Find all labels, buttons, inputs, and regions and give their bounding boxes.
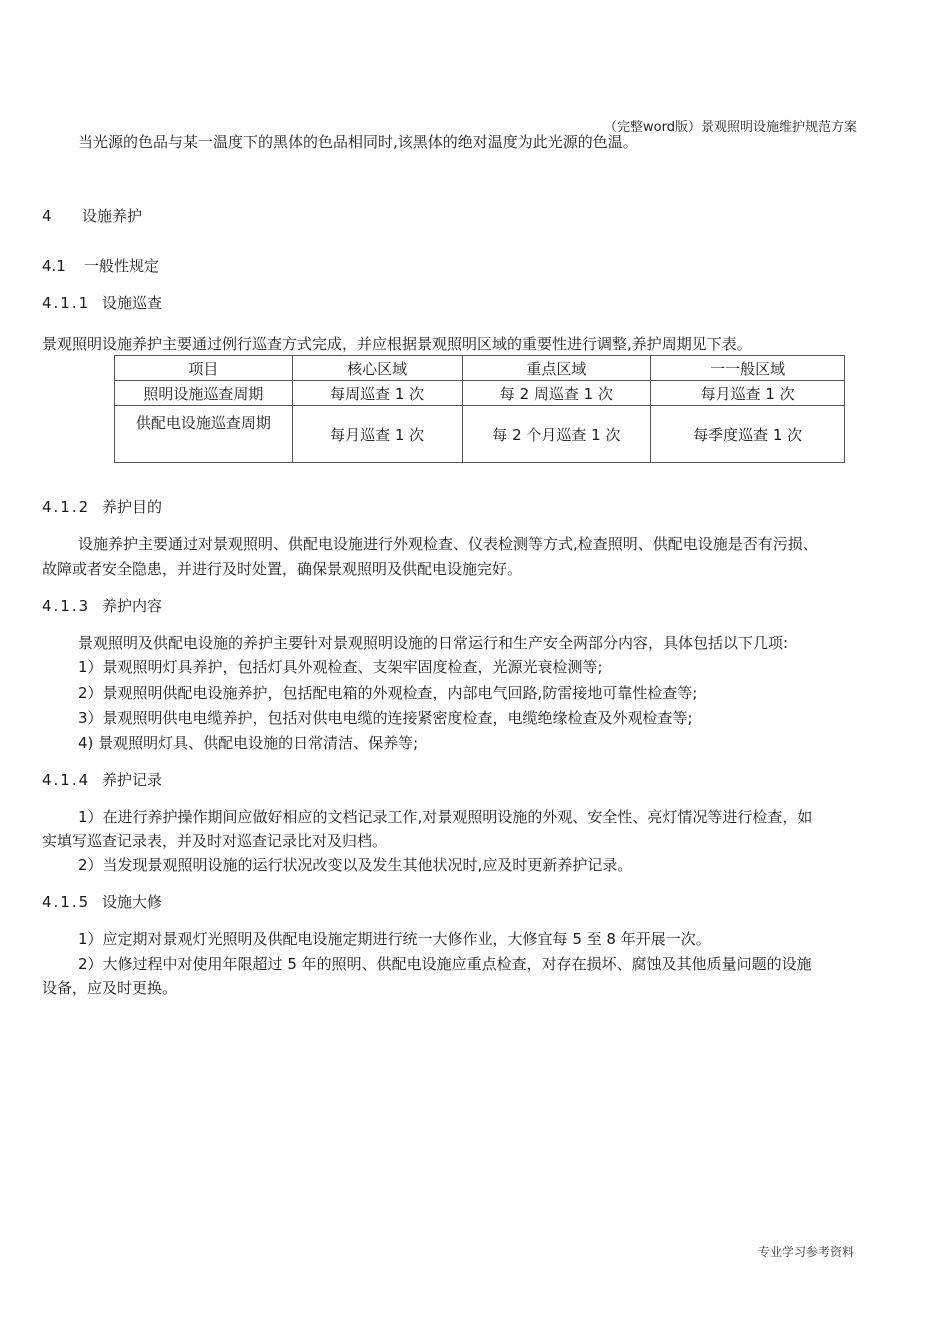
table-cell: 每周巡查 1 次 xyxy=(292,381,462,406)
table-cell: 照明设施巡查周期 xyxy=(115,381,293,406)
table-cell: 每月巡查 1 次 xyxy=(651,381,845,406)
table-header-row xyxy=(115,356,845,381)
section-4-1-3-heading xyxy=(42,595,162,617)
overhaul-item-2-line-1: 2）大修过程中对使用年限超过 5 年的照明、供配电设施应重点检查，对存在损坏、腐蚀及其他质量问题的设施 xyxy=(78,955,812,973)
section-number: 4.1 xyxy=(42,257,66,275)
content-intro: 景观照明及供配电设施的养护主要针对景观照明设施的日常运行和生产安全两部分内容，具体包括以下几项: xyxy=(78,634,789,652)
page-footer: 专业学习参考资料 xyxy=(758,1245,855,1259)
table-cell: 每 2 周巡查 1 次 xyxy=(462,381,651,406)
overhaul-item-2-line-2: 设备，应及时更换。 xyxy=(42,979,178,997)
section-4-1-2-heading xyxy=(42,496,162,518)
section-title: 设施养护 xyxy=(82,207,143,225)
table-row xyxy=(115,406,845,463)
section-title: 设施大修 xyxy=(102,893,163,911)
list-item: 1）景观照明灯具养护，包括灯具外观检查、支架牢固度检查，光源光衰检测等; xyxy=(78,658,603,676)
table-cell: 每 2 个月巡查 1 次 xyxy=(462,406,651,463)
purpose-line-1: 设施养护主要通过对景观照明、供配电设施进行外观检查、仪表检测等方式,检查照明、供配电设施是否有污损、 xyxy=(78,535,818,553)
inspection-paragraph: 景观照明设施养护主要通过例行巡查方式完成，并应根据景观照明区域的重要性进行调整,养护周期见下表。 xyxy=(42,335,752,353)
section-title: 设施巡查 xyxy=(102,294,163,312)
section-4-1-5-heading xyxy=(42,891,162,913)
inspection-cycle-table xyxy=(114,355,845,463)
intro-line: 当光源的色品与某一温度下的黑体的色品相同时,该黑体的绝对温度为此光源的色温。 xyxy=(78,133,638,151)
record-item-1-line-2: 实填写巡查记录表，并及时对巡查记录比对及归档。 xyxy=(42,832,388,850)
table-header-cell: 一一般区域 xyxy=(651,356,845,381)
list-item: 3）景观照明供电电缆养护，包括对供电电缆的连接紧密度检查，电缆绝缘检查及外观检查等; xyxy=(78,709,693,727)
section-number: 4.1.3 xyxy=(42,597,91,615)
overhaul-item-1: 1）应定期对景观灯光照明及供配电设施定期进行统一大修作业，大修宜每 5 至 8 年开展一次。 xyxy=(78,930,711,948)
page-header: （完整word版）景观照明设施维护规范方案 xyxy=(604,120,857,135)
section-number: 4 xyxy=(42,207,52,225)
table-cell: 每月巡查 1 次 xyxy=(292,406,462,463)
section-title: 一般性规定 xyxy=(84,257,160,275)
section-4-1-4-heading xyxy=(42,769,162,791)
table-header-cell: 重点区域 xyxy=(462,356,651,381)
list-item: 4) 景观照明灯具、供配电设施的日常清洁、保养等; xyxy=(78,734,419,752)
section-number: 4.1.5 xyxy=(42,893,91,911)
purpose-line-2: 故障或者安全隐患，并进行及时处置，确保景观照明及供配电设施完好。 xyxy=(42,560,523,578)
table-cell: 每季度巡查 1 次 xyxy=(651,406,845,463)
section-number: 4.1.4 xyxy=(42,771,91,789)
table-header-cell: 项目 xyxy=(115,356,293,381)
section-4-1-1-heading xyxy=(42,292,162,314)
record-item-2: 2）当发现景观照明设施的运行状况改变以及发生其他状况时,应及时更新养护记录。 xyxy=(78,856,633,874)
table-header-cell: 核心区域 xyxy=(292,356,462,381)
list-item: 2）景观照明供配电设施养护，包括配电箱的外观检查，内部电气回路,防雷接地可靠性检查等; xyxy=(78,684,698,702)
section-title: 养护内容 xyxy=(102,597,163,615)
section-title: 养护记录 xyxy=(102,771,163,789)
record-item-1-line-1: 1）在进行养护操作期间应做好相应的文档记录工作,对景观照明设施的外观、安全性、亮灯情况等进行检查，如 xyxy=(78,808,813,826)
table-cell: 供配电设施巡查周期 xyxy=(115,406,293,463)
section-number: 4.1.1 xyxy=(42,294,91,312)
table-row xyxy=(115,381,845,406)
section-number: 4.1.2 xyxy=(42,498,91,516)
section-4-1-heading xyxy=(42,255,159,277)
section-title: 养护目的 xyxy=(102,498,163,516)
section-4-heading xyxy=(42,205,142,227)
